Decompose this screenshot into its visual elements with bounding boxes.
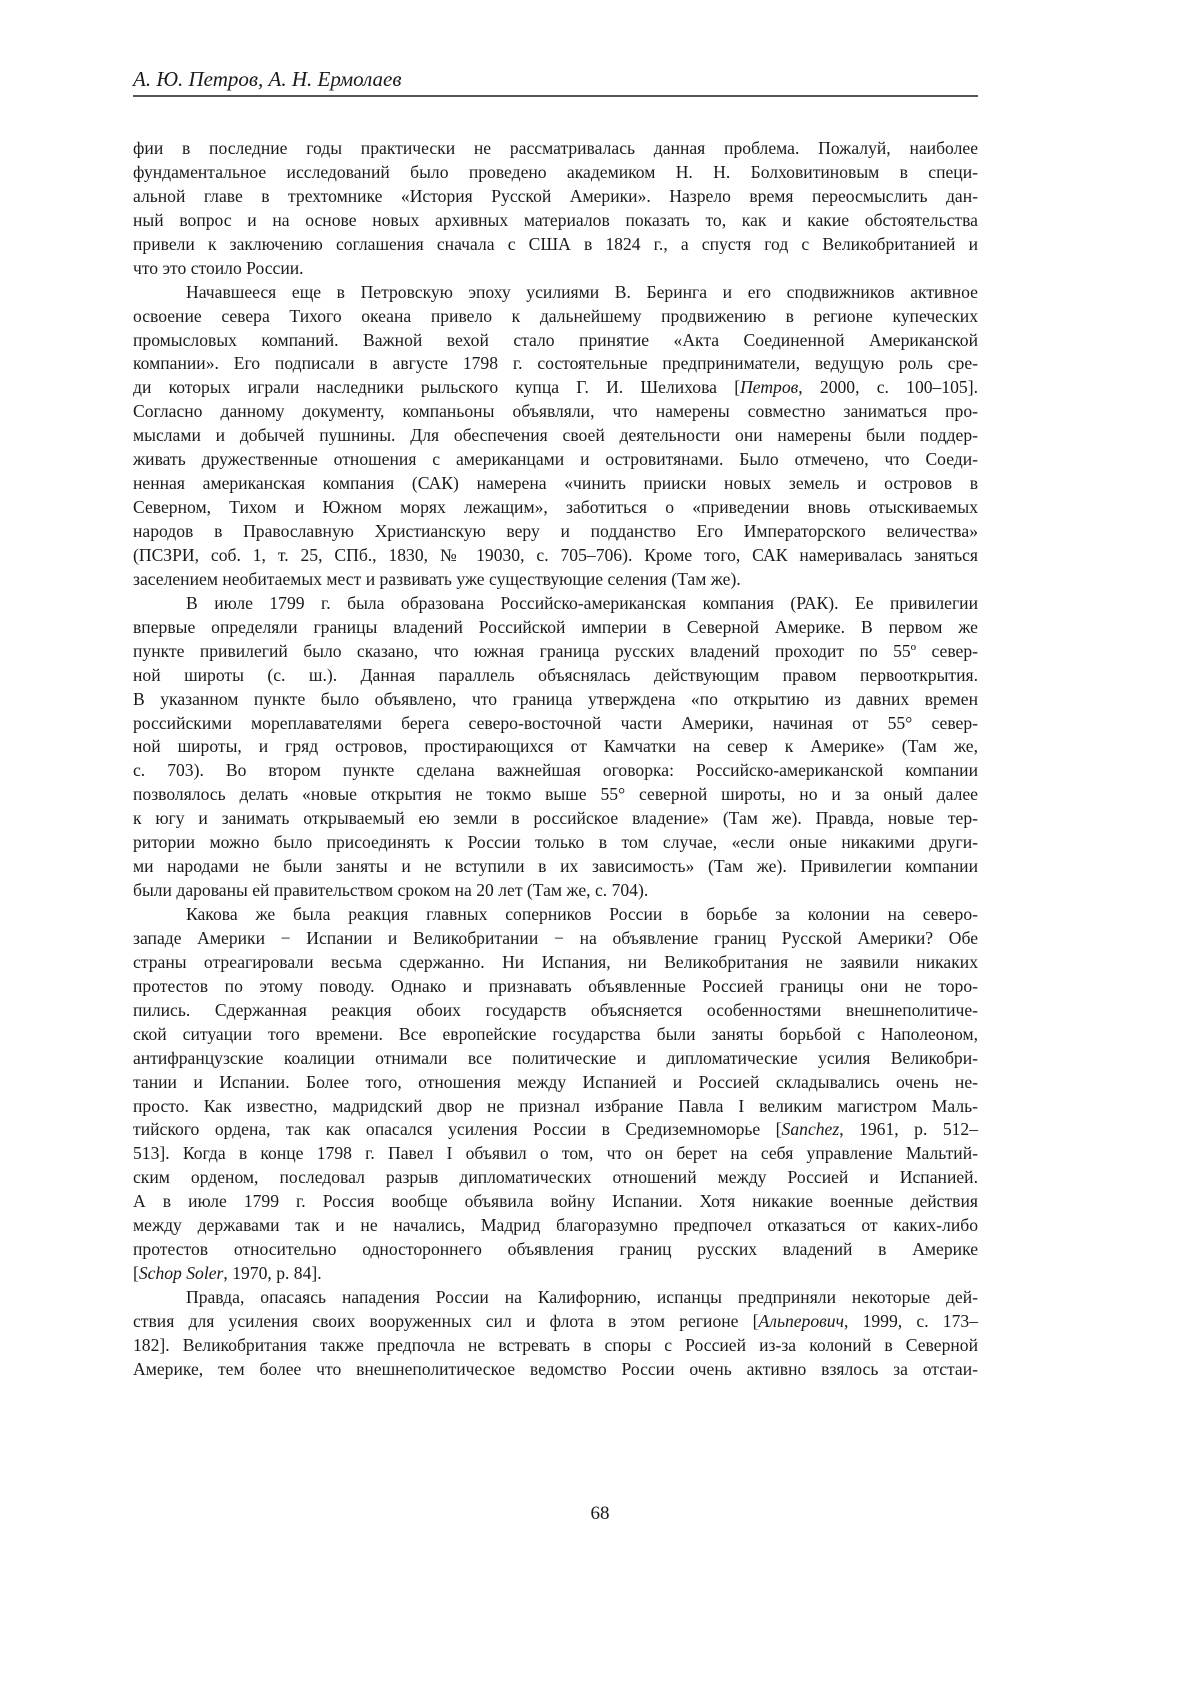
text-line: Америке, тем более что внешнеполитическое ведомство России очень активно взялось за отстаи- bbox=[133, 1358, 978, 1379]
text-line: ный вопрос и на основе новых архивных материалов показать то, как и какие обстоятельства bbox=[133, 209, 978, 230]
citation-author: Петров bbox=[740, 377, 799, 398]
citation-author: Schop Soler bbox=[138, 1263, 224, 1284]
text-line: привели к заключению соглашения сначала с США в 1824 г., а спустя год с Великобританией и bbox=[133, 233, 978, 254]
text-line: Какова же была реакция главных соперников России в борьбе за колонии на северо- bbox=[186, 904, 978, 924]
text-line: протестов относительно одностороннего объявления границ русских владений в Америке bbox=[133, 1239, 978, 1260]
text-line: В июле 1799 г. была образована Российско-американская компания (РАК). Ее привилегии bbox=[186, 592, 978, 613]
text-line: российскими мореплавателями берега северо-восточной части Америки, начиная от 55° север- bbox=[133, 712, 978, 733]
citation-author: Альперович bbox=[758, 1310, 844, 1331]
text-line: ским орденом, последовал разрыв дипломатических отношений между Россией и Испанией. bbox=[133, 1167, 978, 1188]
text-segment: [ bbox=[133, 1263, 139, 1284]
text-line: 513]. Когда в конце 1798 г. Павел I объявил о том, что он берет на себя управление Мальтий- bbox=[133, 1143, 978, 1164]
text-line: что это стоило России. bbox=[133, 257, 304, 278]
text-line bbox=[133, 1310, 978, 1334]
text-line: к югу и занимать открываемый ею земли в российское владение» (Там же). Правда, новые тер- bbox=[133, 808, 978, 829]
running-title: А. Ю. Петров, А. Н. Ермолаев bbox=[133, 67, 402, 91]
paragraph bbox=[133, 1286, 978, 1382]
text-segment: тийского ордена, так как опасался усиления России в Средиземноморье [ bbox=[133, 1119, 782, 1140]
text-line: ми народами не были заняты и не вступили в их зависимость» (Там же). Привилегии компании bbox=[133, 856, 978, 877]
text-segment: ди которых играли наследники рыльского купца Г. И. Шелихова [ bbox=[133, 377, 741, 398]
text-line bbox=[133, 376, 978, 400]
text-line: антифранцузские коалиции отнимали все политические и дипломатические усилия Великобри- bbox=[133, 1047, 978, 1068]
text-line bbox=[133, 1118, 978, 1142]
text-line: ненная американская компания (САК) намерена «чинить прииски новых земель и островов в bbox=[133, 473, 978, 494]
text-line: позволялось делать «новые открытия не токмо выше 55° северной широты, но и за оный далее bbox=[133, 784, 978, 805]
text-line: альной главе в трехтомнике «История Русской Америки». Назрело время переосмыслить дан- bbox=[133, 185, 978, 206]
page-number: 68 bbox=[590, 1503, 610, 1524]
paragraph bbox=[133, 281, 978, 592]
text-line: между державами так и не начались, Мадрид благоразумно предпочел отказаться от каких-либо bbox=[133, 1215, 978, 1236]
paragraph bbox=[133, 903, 978, 1286]
text-line: были дарованы ей правительством сроком на 20 лет (Там же, с. 704). bbox=[133, 880, 649, 901]
text-line: страны отреагировали весьма сдержанно. Ни Испания, ни Великобритания не заявили никаких bbox=[133, 951, 978, 972]
text-line: живать дружественные отношения с американцами и островитянами. Было отмечено, что Соеди- bbox=[133, 449, 978, 470]
header-rule bbox=[133, 95, 978, 97]
text-line: (ПСЗРИ, соб. 1, т. 25, СПб., 1830, № 19030, с. 705–706). Кроме того, САК намеривалась заняться bbox=[133, 544, 978, 565]
running-header bbox=[133, 66, 978, 97]
text-line: А в июле 1799 г. Россия вообще объявила войну Испании. Хотя никакие военные действия bbox=[133, 1191, 978, 1212]
text-line: заселением необитаемых мест и развивать уже существующие селения (Там же). bbox=[133, 568, 741, 589]
text-line bbox=[133, 1262, 978, 1286]
text-line: Северном, Тихом и Южном морях лежащим», заботиться о «приведении вновь отыскиваемых bbox=[133, 497, 978, 518]
text-line: Согласно данному документу, компаньоны объявляли, что намерены совместно заниматься про- bbox=[133, 401, 978, 422]
body-text bbox=[133, 137, 978, 1382]
text-line: ной широты (с. ш.). Данная параллель объяснялась действующим правом первооткрытия. bbox=[133, 664, 978, 685]
text-line: впервые определяли границы владений Российской империи в Северной Америке. В первом же bbox=[133, 616, 978, 637]
text-line: ной широты, и гряд островов, простирающихся от Камчатки на север к Америке» (Там же, bbox=[133, 736, 978, 757]
text-line: западе Америки − Испании и Великобритании − на объявление границ Русской Америки? Обе bbox=[133, 927, 978, 948]
text-line: тании и Испании. Более того, отношения между Испанией и Россией складывались очень не- bbox=[133, 1071, 978, 1092]
text-line: фии в последние годы практически не рассматривалась данная проблема. Пожалуй, наиболее bbox=[133, 138, 978, 158]
text-line: промысловых компаний. Важной вехой стало принятие «Акта Соединенной Американской bbox=[133, 329, 978, 350]
text-line: 182]. Великобритания также предпочла не встревать в споры с Россией из-за колоний в Северной bbox=[133, 1334, 978, 1355]
text-segment: , 2000, с. 100–105]. bbox=[798, 377, 978, 398]
text-segment: , 1961, p. 512– bbox=[839, 1119, 979, 1140]
text-line: ритории можно было присоединять к России только в том случае, «если оные никакими други- bbox=[133, 832, 978, 853]
text-line: народов в Православную Христианскую веру и подданство Его Императорского величества» bbox=[133, 521, 978, 541]
paragraph bbox=[133, 137, 978, 281]
text-line: мыслами и добычей пушнины. Для обеспечения своей деятельности они намерены были поддер- bbox=[133, 425, 978, 446]
text-line: пункте привилегий было сказано, что южная граница русских владений проходит по 55º север- bbox=[133, 640, 978, 661]
text-line: Начавшееся еще в Петровскую эпоху усилиями В. Беринга и его сподвижников активное bbox=[186, 281, 978, 302]
text-segment: ствия для усиления своих вооруженных сил и флота в этом регионе [ bbox=[133, 1310, 759, 1331]
text-line: компании». Его подписали в августе 1798 г. состоятельные предприниматели, ведущую роль сре- bbox=[133, 353, 978, 374]
text-segment: , 1970, p. 84]. bbox=[223, 1263, 322, 1284]
text-line: протестов по этому поводу. Однако и признавать объявленные Россией границы они не торо- bbox=[133, 975, 978, 996]
text-segment: , 1999, с. 173– bbox=[843, 1310, 978, 1331]
text-line: просто. Как известно, мадридский двор не признал избрание Павла I великим магистром Маль- bbox=[133, 1095, 978, 1116]
text-line: освоение севера Тихого океана привело к дальнейшему продвижению в регионе купеческих bbox=[133, 305, 978, 326]
text-line: фундаментальное исследований было проведено академиком Н. Н. Болховитиновым в специ- bbox=[133, 161, 978, 182]
text-line: В указанном пункте было объявлено, что граница утверждена «по открытию из давних времен bbox=[133, 688, 978, 709]
text-line: пились. Сдержанная реакция обоих государств объясняется особенностями внешнеполитиче- bbox=[133, 999, 978, 1020]
text-line: ской ситуации того времени. Все европейские государства были заняты борьбой с Наполеоном, bbox=[133, 1023, 978, 1044]
paragraph bbox=[133, 592, 978, 903]
text-line: с. 703). Во втором пункте сделана важнейшая оговорка: Российско-американской компании bbox=[133, 760, 978, 781]
citation-author: Sanchez bbox=[781, 1119, 840, 1140]
text-line: Правда, опасаясь нападения России на Калифорнию, испанцы предприняли некоторые дей- bbox=[186, 1287, 978, 1307]
